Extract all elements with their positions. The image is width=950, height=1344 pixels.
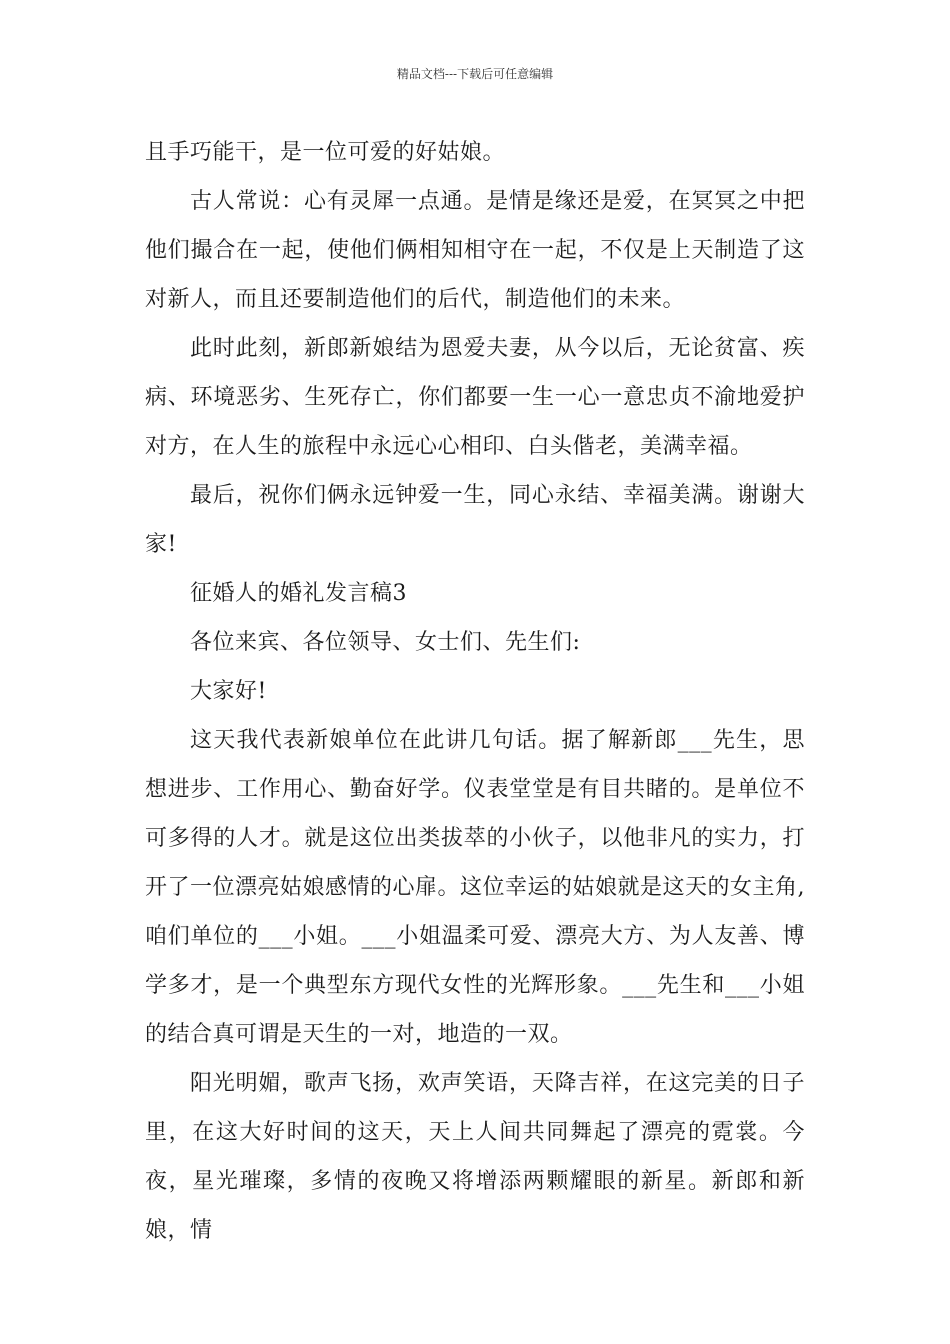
section-heading: 征婚人的婚礼发言稿3 [190,581,407,606]
paragraph: 且手巧能干，是一位可爱的好姑娘。 [145,140,506,165]
document-body [145,128,805,1255]
paragraph: 古人常说：心有灵犀一点通。是情是缘还是爱，在冥冥之中把他们撮合在一起，使他们俩相知相守在一起，不仅是上天制造了这对新人，而且还要制造他们的后代，制造他们的未来。 [145,189,805,312]
page-header: 精品文档---下载后可任意编辑 [396,67,554,81]
paragraph: 最后，祝你们俩永远钟爱一生，同心永结、幸福美满。谢谢大家! [145,483,805,557]
paragraph: 这天我代表新娘单位在此讲几句话。据了解新郎___先生，思想进步、工作用心、勤奋好学。仪表堂堂是有目共睹的。是单位不可多得的人才。就是这位出类拔萃的小伙子，以他非凡的实力，打开了一位漂亮姑娘感情的心扉。这位幸运的姑娘就是这天的女主角,咱们单位的___小姐。___小姐温柔可爱、漂亮大方、为人友善、博学多才，是一个典型东方现代女性的光辉形象。___先生和___小姐的结合真可谓是天生的一对，地造的一双。 [145,728,805,1047]
salutation: 各位来宾、各位领导、女士们、先生们: [190,630,581,655]
paragraph: 阳光明媚，歌声飞扬，欢声笑语，天降吉祥，在这完美的日子里，在这大好时间的这天，天上人间共同舞起了漂亮的霓裳。今夜，星光璀璨，多情的夜晚又将增添两颗耀眼的新星。新郎和新娘，情 [145,1071,805,1243]
paragraph: 此时此刻，新郎新娘结为恩爱夫妻，从今以后，无论贫富、疾病、环境恶劣、生死存亡，你们都要一生一心一意忠贞不渝地爱护对方，在人生的旅程中永远心心相印、白头偕老，美满幸福。 [145,336,805,459]
greeting: 大家好! [190,679,267,704]
